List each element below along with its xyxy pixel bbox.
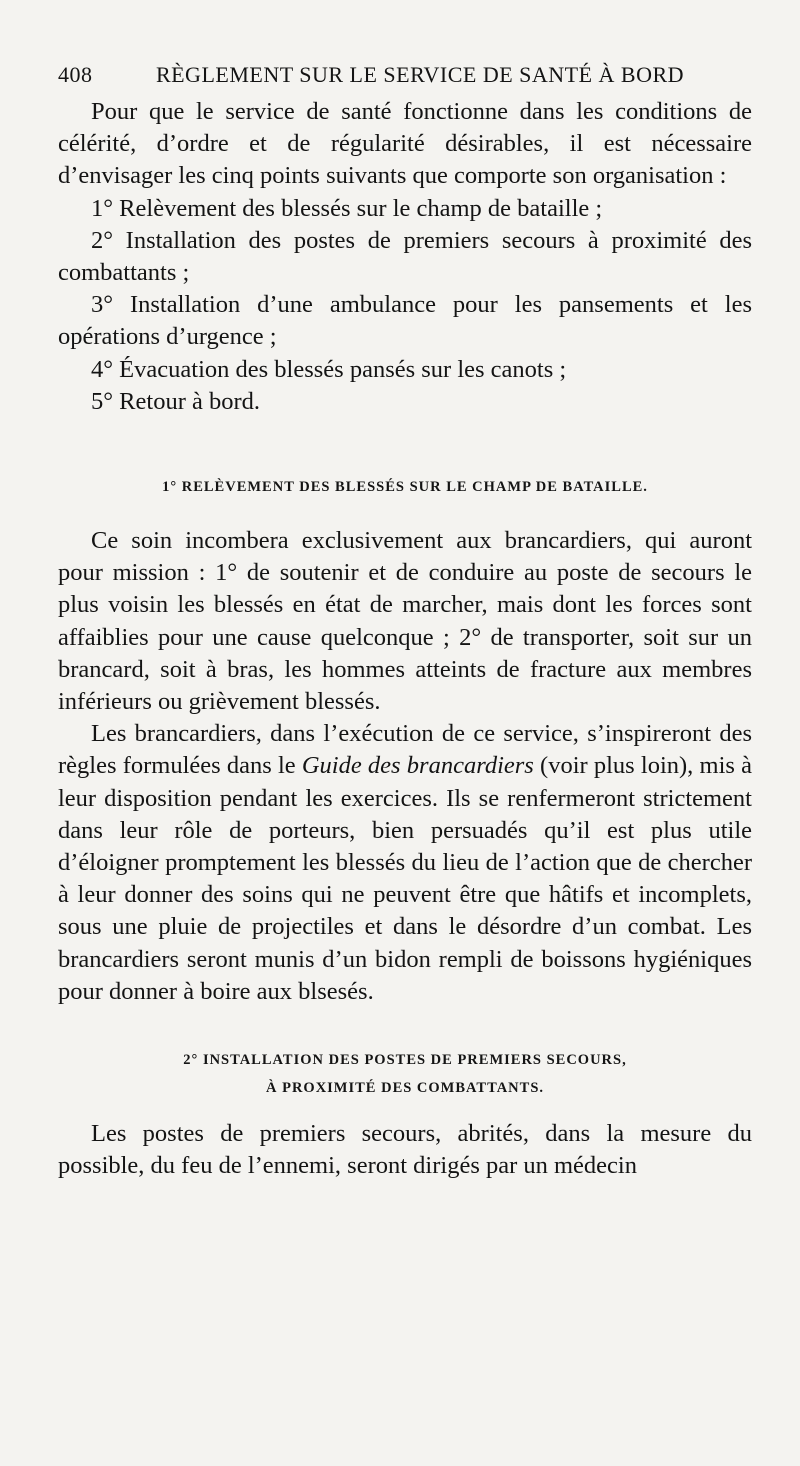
paragraph-text: Les brancardiers, dans l’exécution de ce service, s’inspireront des règles formulées dans le <box>58 720 752 780</box>
list-item: 3° Installation d’une ambulance pour les pansements et les opérations d’urgence ; <box>58 291 752 351</box>
intro-paragraph: Pour que le service de santé fonctionne dans les conditions de célérité, d’ordre et de régularité désirables, il est nécessaire d’envisager les cinq points suivants que comporte son organisation : <box>58 98 752 190</box>
section-2-title-line-1: 2° INSTALLATION DES POSTES DE PREMIERS SECOURS, <box>183 1052 627 1069</box>
page-number: 408 <box>58 62 93 87</box>
body-text <box>58 96 752 1182</box>
section-2-paragraph-1: Les postes de premiers secours, abrités, dans la mesure du possible, du feu de l’ennemi, seront dirigés par un médecin <box>58 1120 752 1180</box>
running-head: RÈGLEMENT SUR LE SERVICE DE SANTÉ À BORD <box>155 62 685 87</box>
guide-title: Guide des brancardiers <box>301 752 534 780</box>
list-item: 2° Installation des postes de premiers secours à proximité des combattants ; <box>58 226 752 287</box>
list-item: 1° Relèvement des blessés sur le champ de bataille ; <box>91 194 603 222</box>
section-2-title <box>58 1046 752 1102</box>
section-1-paragraph-2 <box>58 718 752 1008</box>
points-list <box>58 193 752 418</box>
paragraph-text: (voir plus loin), mis à leur disposition pendant les exercices. Ils se renfermeront strictement dans leur rôle de porteurs, bien persuadés qu’il est plus utile d’éloigner promptement les blessés du lieu de l’action que de chercher à leur donner des soins qui ne peuvent être que hâtifs et incomplets, sous une pluie de projectiles et dans le désordre d’un combat. Les brancardiers seront munis d’un bidon rempli de boissons hygiéniques pour donner à boire aux blsesés. <box>58 752 752 1005</box>
list-item: 5° Retour à bord. <box>91 387 261 415</box>
page-header <box>58 62 752 96</box>
list-item: 4° Évacuation des blessés pansés sur les canots ; <box>91 355 567 383</box>
section-2-title-line-2: À PROXIMITÉ DES COMBATTANTS. <box>265 1080 545 1097</box>
section-1-paragraph-1: Ce soin incombera exclusivement aux brancardiers, qui auront pour mission : 1° de soutenir et de conduire au poste de secours le plus voisin les blessés en état de marcher, mais dont les forces sont affaiblies pour une cause quelconque ; 2° de transporter, soit sur un brancard, soit à bras, les hommes atteints de fracture aux membres inférieurs ou grièvement blessés. <box>58 527 752 716</box>
section-1-title: 1° RELÈVEMENT DES BLESSÉS SUR LE CHAMP DE BATAILLE. <box>162 479 648 496</box>
